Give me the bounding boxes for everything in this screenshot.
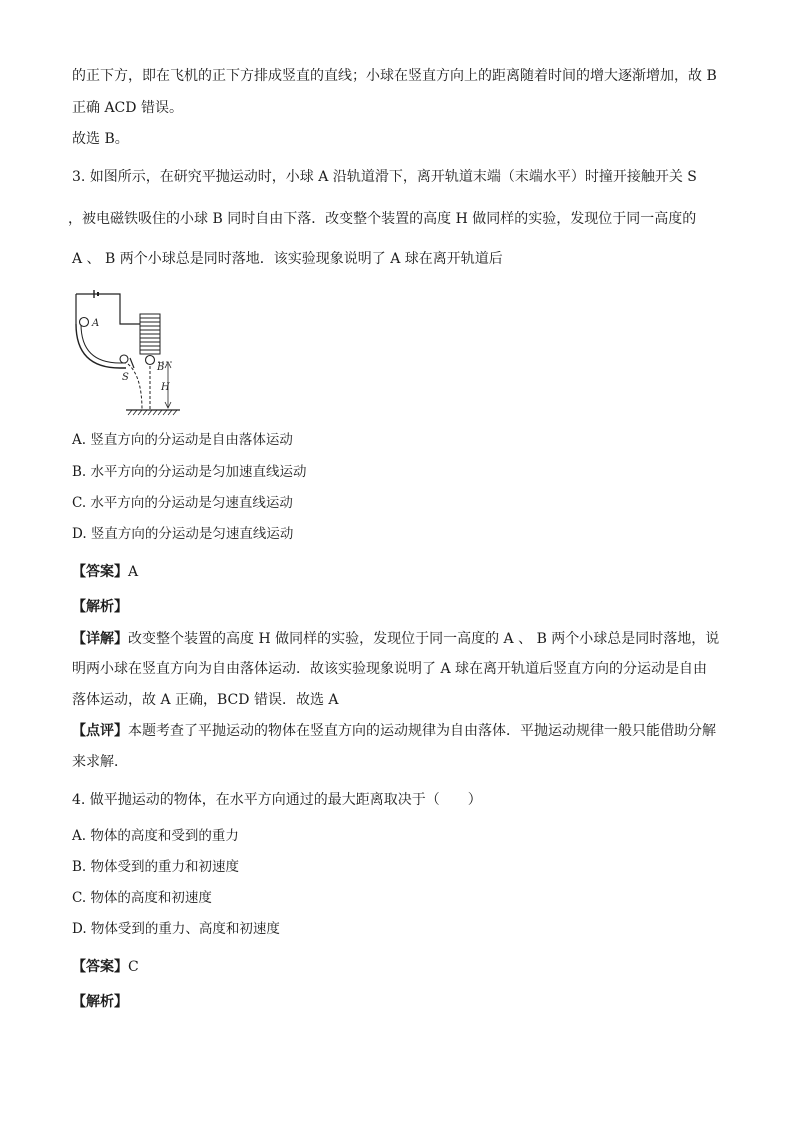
q3-stem-line-3: A 、 B 两个小球总是同时落地．该实验现象说明了 A 球在离开轨道后 [72, 251, 503, 267]
q3-detail-line-2: 明两小球在竖直方向为自由落体运动．故该实验现象说明了 A 球在离开轨道后竖直方向的分运动是自由 [72, 661, 708, 677]
answer-value: A [128, 564, 139, 580]
ground-hatch [128, 410, 177, 415]
q3-answer-line [72, 562, 138, 582]
curved-track [76, 324, 126, 368]
q3-stem-line-1: 3. 如图所示，在研究平抛运动时，小球 A 沿轨道滑下，离开轨道末端（末端水平）时撞开接触开关 S [72, 169, 697, 185]
analysis-tag: 【解析】 [72, 994, 128, 1010]
q3-analysis-tag [72, 597, 128, 617]
q4-option-b: B. 物体受到的重力和初速度 [72, 859, 240, 875]
height-h-label: H [161, 382, 170, 393]
q4-answer-line [72, 957, 139, 977]
ball-a-end-icon [120, 355, 128, 363]
q4-option-c: C. 物体的高度和初速度 [72, 890, 212, 906]
prev-text-line-2: 正确 ACD 错误。 [72, 100, 183, 116]
ball-a-label: A [92, 318, 100, 329]
switch-s-icon [130, 358, 134, 368]
q4-analysis-tag [72, 992, 128, 1012]
detail-text: 改变整个装置的高度 H 做同样的实验，发现位于同一高度的 A 、 B 两个小球总是同时落地，说 [128, 631, 720, 647]
q3-comment-line-1 [72, 721, 716, 741]
ball-b-icon [146, 356, 155, 365]
answer-value: C [128, 959, 139, 975]
ball-a-icon [80, 318, 89, 327]
experiment-diagram [68, 284, 188, 416]
comment-text: 本题考查了平抛运动的物体在竖直方向的运动规律为自由落体．平抛运动规律一般只能借助分解 [128, 723, 716, 739]
q3-option-c: C. 水平方向的分运动是匀速直线运动 [72, 495, 293, 511]
q3-option-b: B. 水平方向的分运动是匀加速直线运动 [72, 464, 307, 480]
detail-tag: 【详解】 [72, 631, 128, 647]
analysis-tag: 【解析】 [72, 599, 128, 615]
q3-option-d: D. 竖直方向的分运动是匀速直线运动 [72, 526, 294, 542]
q3-stem-line-2: ，被电磁铁吸住的小球 B 同时自由下落．改变整个装置的高度 H 做同样的实验，发现位于同一高度的 [68, 211, 697, 227]
comment-tag: 【点评】 [72, 723, 128, 739]
q4-option-a: A. 物体的高度和受到的重力 [72, 828, 239, 844]
q3-option-a: A. 竖直方向的分运动是自由落体运动 [72, 432, 293, 448]
answer-tag: 【答案】 [72, 564, 128, 580]
q4-option-d: D. 物体受到的重力、高度和初速度 [72, 921, 280, 937]
answer-tag: 【答案】 [72, 959, 128, 975]
switch-s-label: S [122, 372, 129, 383]
prev-text-line-1: 的正下方，即在飞机的正下方排成竖直的直线；小球在竖直方向上的距离随着时间的增大逐渐增加，故 B [72, 68, 717, 84]
trajectory-a [128, 364, 142, 410]
q3-comment-line-2: 来求解． [72, 754, 128, 770]
q4-stem: 4. 做平抛运动的物体，在水平方向通过的最大距离取决于（ ） [72, 792, 482, 808]
q3-detail-line-3: 落体运动，故 A 正确，BCD 错误．故选 A [72, 692, 339, 708]
q3-detail-line-1 [72, 629, 719, 649]
coil-windings [140, 318, 160, 350]
prev-conclusion: 故选 B。 [72, 131, 129, 147]
ball-b-label: B [157, 362, 165, 373]
